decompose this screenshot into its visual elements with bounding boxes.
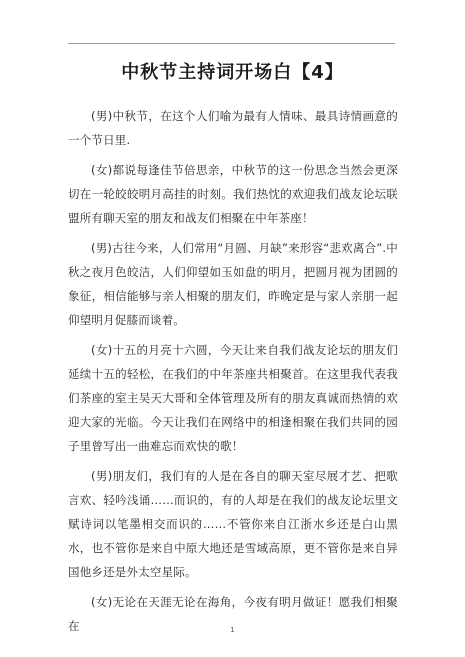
paragraph-5: (男)朋友们，我们有的人是在各自的聊天室尽展才艺、把歌言欢、轻吟浅诵……而识的，有的人却是在我们的战友论坛里文赋诗词以笔墨相交而识的……不管你来自江浙水乡还是白山黑水，也不管你是来自中原大地还是雪域高原，更不管你是来自异国他乡还是外太空星际。 bbox=[68, 469, 398, 579]
paragraph-4: (女)十五的月亮十六圆，今天让来自我们战友论坛的朋友们延续十五的轻松，在我们的中年茶座共相聚首。在这里我代表我们茶座的室主吴天大哥和全体管理及所有的朋友真诚而热情的欢迎大家的光临。今天让我们在网络中的相逢相聚在我们共同的园子里曾写出一曲难忘而欢快的歌！ bbox=[68, 343, 398, 453]
header-divider bbox=[68, 43, 395, 44]
document-title: 中秋节主持词开场白【4】 bbox=[121, 62, 344, 83]
paragraph-1: (男)中秋节，在这个人们喻为最有人情味、最具诗情画意的一个节日里. bbox=[68, 109, 398, 147]
page-number: 1 bbox=[230, 626, 235, 634]
document-body bbox=[68, 104, 398, 644]
paragraph-2: (女)都说每逢佳节倍思亲，中秋节的这一份思念当然会更深切在一轮皎皎明月高挂的时刻。我们热忱的欢迎我们战友论坛联盟所有聊天室的朋友和战友们相聚在中年茶座！ bbox=[68, 163, 398, 225]
paragraph-6: (女)无论在天涯无论在海角，今夜有明月做证！愿我们相聚在 bbox=[68, 595, 398, 633]
paragraph-3: (男)古往今来，人们常用“月圆、月缺”来形容“悲欢离合”.中秋之夜月色皎洁，人们仰望如玉如盘的明月，把圆月视为团圆的象征，相信能够与亲人相聚的朋友们，昨晚定是与家人亲朋一起仰望明月促膝而谈着。 bbox=[68, 241, 398, 327]
